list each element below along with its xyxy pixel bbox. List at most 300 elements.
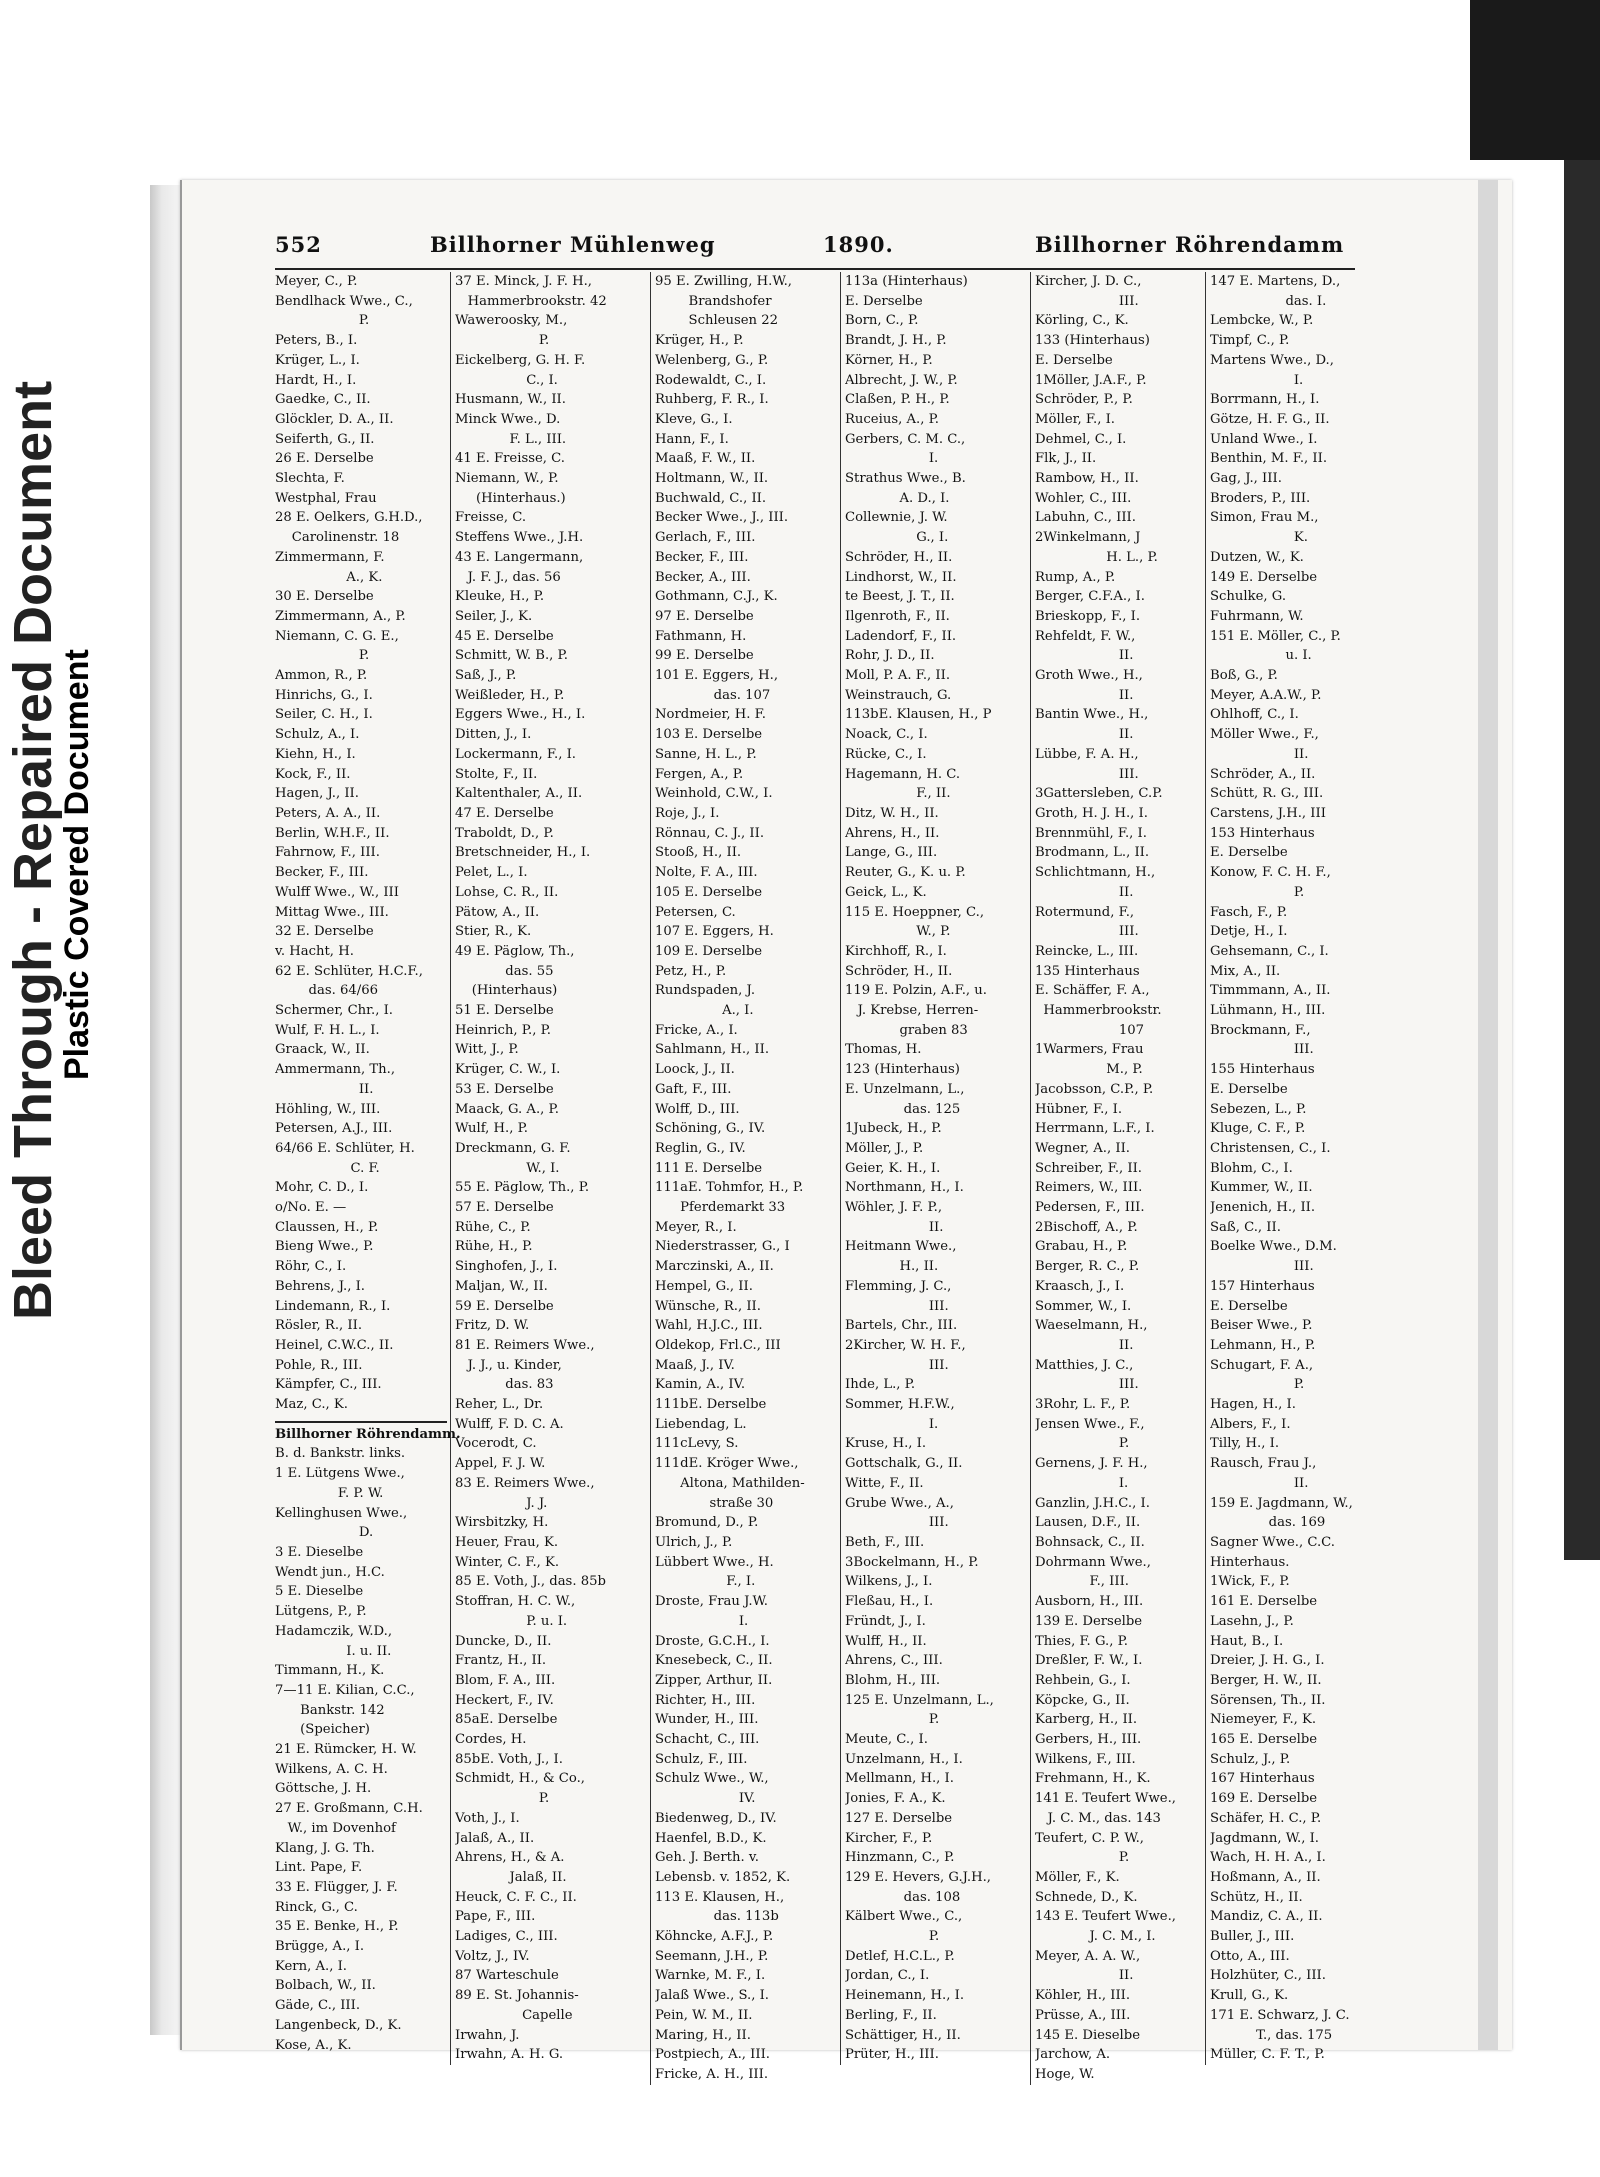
directory-entry: Brügge, A., I. bbox=[275, 1939, 365, 1955]
directory-entry: Lübbe, F. A. H., bbox=[1035, 746, 1139, 762]
directory-entry: 103 E. Derselbe bbox=[655, 727, 763, 743]
directory-entry: Pohle, R., III. bbox=[275, 1357, 363, 1373]
directory-entry: II. bbox=[1035, 1337, 1134, 1353]
directory-entry: Wunder, H., III. bbox=[655, 1712, 759, 1728]
directory-entry: Kämpfer, C., III. bbox=[275, 1377, 382, 1393]
directory-entry: Oldekop, Frl.C., III bbox=[655, 1337, 781, 1353]
directory-entry: (Speicher) bbox=[275, 1722, 370, 1738]
directory-entry: 113 E. Klausen, H., bbox=[655, 1889, 785, 1905]
directory-entry: Lasehn, J., P. bbox=[1210, 1613, 1294, 1629]
directory-entry: Tilly, H., I. bbox=[1210, 1436, 1280, 1452]
directory-entry: IV. bbox=[655, 1791, 756, 1807]
directory-entry: v. Hacht, H. bbox=[275, 943, 354, 959]
directory-entry: Dreßler, F. W., I. bbox=[1035, 1653, 1143, 1669]
directory-entry: Hoßmann, A., II. bbox=[1210, 1869, 1321, 1885]
directory-entry: Simon, Frau M., bbox=[1210, 510, 1319, 526]
directory-entry: Prüter, H., III. bbox=[845, 2047, 939, 2063]
directory-entry: Seemann, J.H., P. bbox=[655, 1948, 769, 1964]
directory-entry: Lütgens, P., P. bbox=[275, 1604, 367, 1620]
directory-entry: Niemann, W., P. bbox=[455, 471, 559, 487]
directory-entry: Pelet, L., I. bbox=[455, 865, 528, 881]
directory-entry: Möller, F., I. bbox=[1035, 411, 1115, 427]
directory-entry: Zimmermann, A., P. bbox=[275, 608, 406, 624]
directory-entry: das. 108 bbox=[845, 1889, 961, 1905]
directory-entry: 7—11 E. Kilian, C.C., bbox=[275, 1682, 415, 1698]
directory-entry: Carolinenstr. 18 bbox=[275, 530, 400, 546]
directory-entry: Dreckmann, G. F. bbox=[455, 1140, 571, 1156]
directory-entry: Wulff, H., II. bbox=[845, 1633, 927, 1649]
directory-entry: Rehfeldt, F. W., bbox=[1035, 628, 1136, 644]
directory-entry: Schreiber, F., II. bbox=[1035, 1160, 1143, 1176]
directory-entry: Graack, W., II. bbox=[275, 1042, 370, 1058]
directory-entry: Körling, C., K. bbox=[1035, 313, 1129, 329]
directory-entry: Fathmann, H. bbox=[655, 628, 747, 644]
directory-entry: Jalaß, A., II. bbox=[455, 1830, 535, 1846]
directory-entry: W., I. bbox=[455, 1160, 560, 1176]
directory-entry: Schäfer, H. C., P. bbox=[1210, 1810, 1322, 1826]
directory-entry: Lint. Pape, F. bbox=[275, 1860, 363, 1876]
directory-entry: Dutzen, W., K. bbox=[1210, 549, 1304, 565]
directory-entry: Gaft, F., III. bbox=[655, 1081, 732, 1097]
directory-entry: J. C. M., das. 143 bbox=[1035, 1810, 1161, 1826]
directory-entry: Born, C., P. bbox=[845, 313, 919, 329]
directory-entry: Thies, F. G., P. bbox=[1035, 1633, 1128, 1649]
directory-entry: Beth, F., III. bbox=[845, 1535, 925, 1550]
directory-entry: G., I. bbox=[845, 530, 949, 546]
directory-entry: Höhling, W., III. bbox=[275, 1101, 381, 1117]
directory-entry: Blohm, C., I. bbox=[1210, 1160, 1293, 1176]
directory-entry: Maaß, F. W., II. bbox=[655, 451, 756, 467]
directory-entry: Singhofen, J., I. bbox=[455, 1259, 558, 1275]
directory-entry: Krüger, C. W., I. bbox=[455, 1062, 561, 1078]
directory-entry: Ahrens, H., II. bbox=[845, 825, 940, 841]
directory-entry: Grube Wwe., A., bbox=[845, 1495, 954, 1511]
directory-entry: Hammerbrookstr. 42 bbox=[455, 293, 607, 309]
directory-entry: Sanne, H. L., P. bbox=[655, 746, 757, 762]
directory-entry: Meyer, A.A.W., P. bbox=[1210, 687, 1322, 703]
directory-entry: Mix, A., II. bbox=[1210, 963, 1281, 979]
directory-entry: Richter, H., III. bbox=[655, 1692, 756, 1708]
directory-entry: Welenberg, G., P. bbox=[655, 352, 769, 368]
directory-entry: Wulf, F. H. L., I. bbox=[275, 1022, 380, 1038]
directory-entry: 151 E. Möller, C., P. bbox=[1210, 628, 1341, 644]
directory-entry: Bohnsack, C., II. bbox=[1035, 1535, 1145, 1550]
directory-entry: Heuck, C. F. C., II. bbox=[455, 1889, 577, 1905]
directory-entry: Lühmann, H., III. bbox=[1210, 1003, 1326, 1019]
side-label-bleed-through: Bleed Through - Repaired Document bbox=[3, 380, 63, 1320]
directory-entry: Otto, A., III. bbox=[1210, 1948, 1290, 1964]
directory-entry: Göttsche, J. H. bbox=[275, 1781, 372, 1797]
directory-entry: Ditz, W. H., II. bbox=[845, 805, 939, 821]
directory-entry: M., P. bbox=[1035, 1062, 1143, 1078]
directory-entry: II. bbox=[1035, 648, 1134, 664]
directory-entry: Rücke, C., I. bbox=[845, 746, 927, 762]
directory-entry: Dreier, J. H. G., I. bbox=[1210, 1653, 1325, 1669]
directory-entry: E. Schäffer, F. A., bbox=[1035, 983, 1150, 999]
directory-entry: 57 E. Derselbe bbox=[455, 1200, 554, 1216]
directory-entry: 139 E. Derselbe bbox=[1035, 1613, 1143, 1629]
directory-entry: 129 E. Hevers, G.J.H., bbox=[845, 1869, 991, 1885]
directory-entry: Blom, F. A., III. bbox=[455, 1672, 556, 1688]
directory-entry: Lindemann, R., I. bbox=[275, 1298, 391, 1314]
directory-entry: Prüsse, A., III. bbox=[1035, 2007, 1131, 2023]
directory-entry: Reimers, W., III. bbox=[1035, 1180, 1143, 1196]
directory-entry: Schugart, F. A., bbox=[1210, 1357, 1314, 1373]
directory-entry: Ladendorf, F., II. bbox=[845, 628, 957, 644]
directory-entry: Fleßau, H., I. bbox=[845, 1594, 934, 1610]
directory-entry: Holtmann, W., II. bbox=[655, 471, 769, 487]
directory-entry: Jordan, C., I. bbox=[845, 1968, 930, 1984]
directory-entry: 145 E. Dieselbe bbox=[1035, 2027, 1141, 2043]
directory-entry: Schröder, A., II. bbox=[1210, 766, 1316, 782]
directory-entry: Hagen, H., I. bbox=[1210, 1397, 1296, 1413]
directory-entry: 3Rohr, L. F., P. bbox=[1035, 1397, 1131, 1413]
directory-entry: Röhr, C., I. bbox=[275, 1259, 347, 1275]
directory-entry: 2Winkelmann, J bbox=[1035, 530, 1141, 546]
directory-entry: Duncke, D., II. bbox=[455, 1633, 552, 1649]
side-label-plastic-covered: Plastic Covered Document bbox=[58, 649, 96, 1080]
directory-entry: Ahrens, H., & A. bbox=[455, 1850, 565, 1866]
directory-entry: Fricke, A. H., III. bbox=[655, 2066, 769, 2082]
directory-entry: Glöckler, D. A., II. bbox=[275, 411, 394, 427]
directory-entry: Seiler, C. H., I. bbox=[275, 707, 373, 723]
directory-entry: Brockmann, F., bbox=[1210, 1022, 1311, 1038]
directory-entry: 107 E. Eggers, H. bbox=[655, 924, 774, 940]
directory-entry: E. Derselbe bbox=[1210, 1298, 1288, 1314]
directory-entry: 109 E. Derselbe bbox=[655, 943, 763, 959]
directory-entry: Jagdmann, W., I. bbox=[1210, 1830, 1319, 1846]
directory-entry: Husmann, W., II. bbox=[455, 392, 566, 408]
directory-entry: 30 E. Derselbe bbox=[275, 589, 374, 605]
directory-entry: Mandiz, C. A., II. bbox=[1210, 1909, 1323, 1925]
directory-entry: 123 (Hinterhaus) bbox=[845, 1062, 960, 1078]
directory-entry: Hagemann, H. C. bbox=[845, 766, 961, 782]
directory-entry: straße 30 bbox=[655, 1495, 774, 1511]
directory-entry: Meyer, C., P. bbox=[275, 274, 358, 289]
directory-entry: Mittag Wwe., III. bbox=[275, 904, 389, 920]
directory-entry: 171 E. Schwarz, J. C. bbox=[1210, 2007, 1350, 2023]
book-gutter bbox=[1478, 180, 1498, 2050]
directory-entry: 2Kircher, W. H. F., bbox=[845, 1337, 966, 1353]
directory-entry: Saß, J., P. bbox=[455, 668, 517, 684]
directory-entry: H., II. bbox=[845, 1259, 939, 1275]
directory-entry: 165 E. Derselbe bbox=[1210, 1732, 1318, 1748]
directory-entry: J. Krebse, Herren- bbox=[845, 1003, 979, 1019]
directory-entry: Pape, F., III. bbox=[455, 1909, 536, 1925]
directory-entry: Gerlach, F., III. bbox=[655, 530, 756, 546]
directory-entry: Wegner, A., II. bbox=[1035, 1140, 1130, 1156]
directory-entry: Altona, Mathilden- bbox=[655, 1475, 805, 1491]
directory-entry: Schröder, H., II. bbox=[845, 963, 953, 979]
directory-entry: Northmann, H., I. bbox=[845, 1180, 964, 1196]
directory-entry: Zimmermann, F. bbox=[275, 549, 385, 565]
directory-entry: Sahlmann, H., II. bbox=[655, 1042, 770, 1058]
directory-entry: Moll, P. A. F., II. bbox=[845, 668, 951, 684]
directory-entry: 43 E. Langermann, bbox=[455, 549, 584, 565]
directory-entry: Kirchhoff, R., I. bbox=[845, 943, 947, 959]
directory-entry: 3 E. Dieselbe bbox=[275, 1545, 364, 1560]
directory-entry: Broders, P., III. bbox=[1210, 490, 1311, 506]
directory-entry: Beiser Wwe., P. bbox=[1210, 1318, 1313, 1334]
directory-entry: Rodewaldt, C., I. bbox=[655, 372, 767, 388]
directory-entry: Lehmann, H., P. bbox=[1210, 1337, 1316, 1353]
directory-entry: Pedersen, F., III. bbox=[1035, 1200, 1145, 1216]
directory-entry: Dehmel, C., I. bbox=[1035, 431, 1127, 447]
directory-entry: Becker, F., III. bbox=[275, 865, 369, 881]
directory-entry: Maack, G. A., P. bbox=[455, 1101, 559, 1117]
directory-entry: Niemann, C. G. E., bbox=[275, 628, 399, 644]
directory-entry: 161 E. Derselbe bbox=[1210, 1594, 1318, 1610]
directory-entry: Kaltenthaler, A., II. bbox=[455, 786, 583, 802]
directory-entry: das. I. bbox=[1210, 293, 1327, 309]
directory-entry: Claussen, H., P. bbox=[275, 1219, 379, 1235]
directory-entry: Witte, F., II. bbox=[845, 1475, 924, 1491]
directory-entry: Brandshofer bbox=[655, 293, 772, 309]
directory-entry: Behrens, J., I. bbox=[275, 1278, 365, 1294]
directory-entry: III. bbox=[845, 1515, 949, 1531]
directory-entry: Gernens, J. F. H., bbox=[1035, 1456, 1148, 1472]
directory-entry: Krüger, L., I. bbox=[275, 352, 360, 368]
directory-entry: 2Bischoff, A., P. bbox=[1035, 1219, 1138, 1235]
directory-entry: Jarchow, A. bbox=[1035, 2047, 1111, 2063]
directory-entry: Pein, W. M., II. bbox=[655, 2007, 753, 2023]
directory-entry: Hardt, H., I. bbox=[275, 372, 357, 388]
directory-entry: Labuhn, C., III. bbox=[1035, 510, 1136, 526]
directory-entry: Brieskopp, F., I. bbox=[1035, 608, 1141, 624]
directory-entry: Pätow, A., II. bbox=[455, 904, 540, 920]
directory-entry: Schulz, A., I. bbox=[275, 727, 360, 743]
directory-entry: Geh. J. Berth. v. bbox=[655, 1850, 759, 1866]
directory-entry: P. bbox=[275, 648, 370, 664]
directory-entry: Pferdemarkt 33 bbox=[655, 1200, 786, 1216]
directory-entry: Fricke, A., I. bbox=[655, 1022, 738, 1038]
directory-entry: Rausch, Frau J., bbox=[1210, 1456, 1317, 1472]
directory-entry: Freisse, C. bbox=[455, 510, 527, 526]
directory-entry: Liebendag, L. bbox=[655, 1416, 747, 1432]
directory-entry: 167 Hinterhaus bbox=[1210, 1771, 1315, 1787]
directory-entry: Wilkens, A. C. H. bbox=[275, 1761, 388, 1777]
directory-entry: Brennmühl, F., I. bbox=[1035, 825, 1147, 841]
directory-entry: Lockermann, F., I. bbox=[455, 746, 576, 762]
directory-entry: Droste, G.C.H., I. bbox=[655, 1633, 770, 1649]
directory-entry: I. bbox=[1210, 372, 1304, 388]
directory-entry: Stooß, H., II. bbox=[655, 845, 742, 861]
directory-entry: 153 Hinterhaus bbox=[1210, 825, 1315, 841]
directory-entry: Sagner Wwe., C.C. bbox=[1210, 1535, 1335, 1550]
directory-entry: E. Derselbe bbox=[1035, 352, 1113, 368]
directory-entry: Boelke Wwe., D.M. bbox=[1210, 1239, 1337, 1255]
directory-entry: Körner, H., P. bbox=[845, 352, 933, 368]
directory-entry: Westphal, Frau bbox=[275, 490, 377, 506]
directory-entry: P. bbox=[455, 1791, 550, 1807]
directory-entry: Kälbert Wwe., C., bbox=[845, 1909, 963, 1925]
directory-entry: 59 E. Derselbe bbox=[455, 1298, 554, 1314]
directory-entry: Rohr, J. D., II. bbox=[845, 648, 935, 664]
directory-entry: 157 Hinterhaus bbox=[1210, 1278, 1315, 1294]
directory-entry: E. Derselbe bbox=[1210, 845, 1288, 861]
directory-entry: 51 E. Derselbe bbox=[455, 1003, 554, 1019]
directory-entry: 1 E. Lütgens Wwe., bbox=[275, 1466, 405, 1482]
directory-entry: Voltz, J., IV. bbox=[455, 1948, 530, 1964]
directory-entry: 1Warmers, Frau bbox=[1035, 1042, 1144, 1058]
directory-entry: 27 E. Großmann, C.H. bbox=[275, 1801, 423, 1817]
directory-entry: Becker Wwe., J., III. bbox=[655, 510, 789, 526]
directory-entry: 113a (Hinterhaus) bbox=[845, 274, 968, 289]
directory-entry: Strathus Wwe., B. bbox=[845, 471, 966, 487]
directory-entry: Sebezen, L., P. bbox=[1210, 1101, 1307, 1117]
directory-entry: J. C. M., I. bbox=[1035, 1929, 1156, 1945]
directory-entry: 115 E. Hoeppner, C., bbox=[845, 904, 985, 920]
directory-entry: 47 E. Derselbe bbox=[455, 805, 554, 821]
directory-entry: P. bbox=[1210, 1377, 1305, 1393]
column-6 bbox=[1205, 272, 1382, 2065]
directory-entry: J. F. J., das. 56 bbox=[455, 569, 561, 585]
directory-entry: Appel, F. J. W. bbox=[455, 1456, 546, 1472]
directory-entry: Kummer, W., II. bbox=[1210, 1180, 1313, 1196]
directory-entry: F. L., III. bbox=[455, 431, 567, 447]
directory-entry: 105 E. Derselbe bbox=[655, 884, 763, 900]
directory-entry: F., II. bbox=[845, 786, 951, 802]
column-4 bbox=[840, 272, 1017, 2065]
directory-entry: Schlichtmann, H., bbox=[1035, 865, 1156, 881]
directory-entry: Carstens, J.H., III bbox=[1210, 805, 1326, 821]
directory-entry: Thomas, H. bbox=[845, 1042, 922, 1058]
directory-entry: 87 Warteschule bbox=[455, 1968, 559, 1984]
directory-entry: Wirsbitzky, H. bbox=[455, 1515, 549, 1531]
directory-entry: Eickelberg, G. H. F. bbox=[455, 352, 586, 368]
directory-entry: Steffens Wwe., J.H. bbox=[455, 530, 584, 546]
directory-entry: Berger, C.F.A., I. bbox=[1035, 589, 1145, 605]
directory-entry: (Hinterhaus) bbox=[455, 983, 558, 999]
directory-entry: Kleuke, H., P. bbox=[455, 589, 545, 605]
directory-entry: Maaß, J., IV. bbox=[655, 1357, 735, 1373]
directory-entry: Hadamczik, W.D., bbox=[275, 1623, 393, 1639]
directory-entry: E. Derselbe bbox=[845, 293, 923, 309]
directory-entry: u. I. bbox=[1210, 648, 1312, 664]
directory-entry: das. 125 bbox=[845, 1101, 961, 1117]
directory-entry: das. 55 bbox=[455, 963, 554, 979]
directory-entry: Möller, F., K. bbox=[1035, 1869, 1120, 1885]
directory-entry: Buchwald, C., II. bbox=[655, 490, 767, 506]
directory-entry: Albrecht, J. W., P. bbox=[845, 372, 958, 388]
directory-entry: Unzelmann, H., I. bbox=[845, 1751, 963, 1767]
directory-entry: Ruhberg, F. R., I. bbox=[655, 392, 769, 408]
directory-entry: Bendlhack Wwe., C., bbox=[275, 293, 413, 309]
directory-entry: Kircher, F., P. bbox=[845, 1830, 933, 1846]
directory-entry: P. bbox=[275, 313, 370, 329]
directory-entry: Brandt, J. H., P. bbox=[845, 333, 947, 349]
directory-entry: F. P. W. bbox=[275, 1485, 384, 1501]
directory-entry: Heuer, Frau, K. bbox=[455, 1535, 559, 1550]
directory-entry: Kock, F., II. bbox=[275, 766, 351, 782]
directory-entry: Kellinghusen Wwe., bbox=[275, 1505, 408, 1521]
directory-entry: 111aE. Tohmfor, H., P. bbox=[655, 1180, 804, 1196]
directory-entry: Jonies, F. A., K. bbox=[845, 1791, 946, 1807]
directory-entry: Wilkens, F., III. bbox=[1035, 1751, 1136, 1767]
directory-entry: Nordmeier, H. F. bbox=[655, 707, 766, 723]
directory-entry: das. 83 bbox=[455, 1377, 554, 1393]
directory-entry: 89 E. St. Johannis- bbox=[455, 1988, 579, 2004]
directory-entry: 32 E. Derselbe bbox=[275, 924, 374, 940]
directory-entry: Maring, H., II. bbox=[655, 2027, 751, 2043]
column-1 bbox=[275, 272, 461, 2055]
directory-entry: III. bbox=[845, 1298, 949, 1314]
directory-entry: Lausen, D.F., II. bbox=[1035, 1515, 1141, 1531]
directory-entry: Krüger, H., P. bbox=[655, 333, 744, 349]
directory-entry: II. bbox=[1035, 687, 1134, 703]
directory-entry: Slechta, F. bbox=[275, 471, 345, 487]
directory-entry: 119 E. Polzin, A.F., u. bbox=[845, 983, 987, 999]
directory-entry: 169 E. Derselbe bbox=[1210, 1791, 1318, 1807]
directory-entry: Schnede, D., K. bbox=[1035, 1889, 1138, 1905]
directory-entry: Schütz, H., II. bbox=[1210, 1889, 1303, 1905]
directory-entry: A., I. bbox=[655, 1003, 754, 1019]
directory-entry: Petersen, A.J., III. bbox=[275, 1121, 393, 1137]
directory-entry: III. bbox=[845, 1357, 949, 1373]
directory-entry: P. bbox=[1210, 884, 1305, 900]
directory-entry: 37 E. Minck, J. F. H., bbox=[455, 274, 592, 289]
directory-entry: Flemming, J. C., bbox=[845, 1278, 952, 1294]
directory-entry: Christensen, C., I. bbox=[1210, 1140, 1331, 1156]
directory-entry: 28 E. Oelkers, G.H.D., bbox=[275, 510, 423, 526]
directory-entry: Sommer, W., I. bbox=[1035, 1298, 1132, 1314]
directory-entry: E. Derselbe bbox=[1210, 1081, 1288, 1097]
directory-entry: III. bbox=[1035, 924, 1139, 940]
directory-entry: Loock, J., II. bbox=[655, 1062, 735, 1078]
directory-entry: Kraasch, J., I. bbox=[1035, 1278, 1125, 1294]
directory-entry: Petz, H., P. bbox=[655, 963, 727, 979]
header-right-title: Billhorner Röhrendamm bbox=[1035, 232, 1345, 257]
directory-entry: Albers, F., I. bbox=[1210, 1416, 1291, 1432]
directory-entry: 49 E. Päglow, Th., bbox=[455, 943, 575, 959]
directory-entry: Petersen, C. bbox=[655, 904, 736, 920]
directory-entry: Geick, L., K. bbox=[845, 884, 927, 900]
directory-entry: Meyer, A. A. W., bbox=[1035, 1948, 1141, 1964]
directory-entry: Jenenich, H., II. bbox=[1210, 1200, 1316, 1216]
side-label-banner bbox=[0, 270, 150, 1320]
directory-entry: Kiehn, H., I. bbox=[275, 746, 356, 762]
directory-entry: Wünsche, R., II. bbox=[655, 1298, 761, 1314]
scan-border-right bbox=[1564, 160, 1600, 1560]
directory-entry: Kruse, H., I. bbox=[845, 1436, 927, 1452]
directory-entry: Wöhler, J. F. P., bbox=[845, 1200, 943, 1216]
directory-entry: Ulrich, J., P. bbox=[655, 1535, 733, 1550]
directory-entry: Fergen, A., P. bbox=[655, 766, 744, 782]
directory-entry: Gehsemann, C., I. bbox=[1210, 943, 1329, 959]
directory-entry: Jensen Wwe., F., bbox=[1035, 1416, 1145, 1432]
directory-entry: Flk, J., II. bbox=[1035, 451, 1097, 467]
directory-entry: 111cLevy, S. bbox=[655, 1436, 739, 1452]
directory-entry: Stier, R., K. bbox=[455, 924, 532, 940]
directory-entry: Fahrnow, F., III. bbox=[275, 845, 380, 861]
header-left-title: Billhorner Mühlenweg bbox=[430, 232, 716, 257]
directory-entry: P. u. I. bbox=[455, 1613, 568, 1629]
directory-entry: II. bbox=[1210, 746, 1309, 762]
directory-entry: Kluge, C. F., P. bbox=[1210, 1121, 1306, 1137]
directory-entry: Irwahn, A. H. G. bbox=[455, 2047, 564, 2063]
directory-entry: F., III. bbox=[1035, 1574, 1129, 1590]
directory-entry: Ilgenroth, F., II. bbox=[845, 608, 950, 624]
directory-entry: Niemeyer, F., K. bbox=[1210, 1712, 1317, 1728]
directory-entry: Matthies, J. C., bbox=[1035, 1357, 1134, 1373]
directory-entry: Gerbers, H., III. bbox=[1035, 1732, 1142, 1748]
directory-entry: II. bbox=[1035, 884, 1134, 900]
directory-entry: 113bE. Klausen, H., P bbox=[845, 707, 992, 723]
directory-entry: Rühe, C., P. bbox=[455, 1219, 531, 1235]
directory-entry: Rinck, G., C. bbox=[275, 1899, 358, 1915]
directory-entry: 1Wick, F., P. bbox=[1210, 1574, 1290, 1590]
directory-entry: Waeselmann, H., bbox=[1035, 1318, 1148, 1334]
